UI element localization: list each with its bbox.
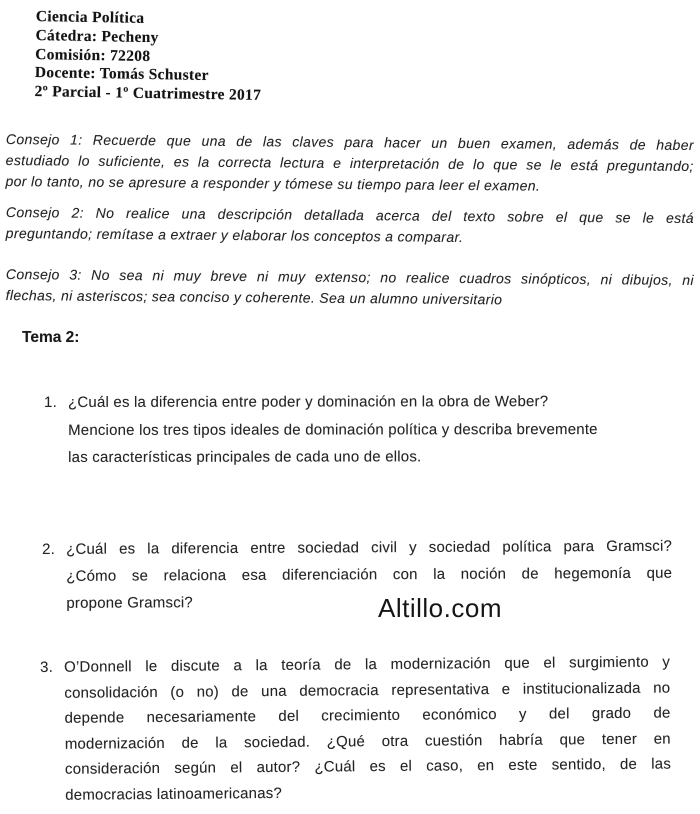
question-line: las características principales de cada uno de ellos. [68, 448, 422, 466]
question-line: democracias latinoamericanas? [65, 784, 283, 804]
question-3-number: 3. [40, 658, 54, 676]
question-line: ¿Cuál es la diferencia entre sociedad civil y sociedad política para Gramsci? [66, 537, 673, 558]
advice-consejo-2 [6, 202, 694, 250]
question-line: depende necesariamente del crecimiento económico y del grado de [64, 704, 671, 727]
header-line: Comisión: 72208 [35, 45, 151, 65]
question-line: ¿Cuál es la diferencia entre poder y dominación en la obra de Weber? [68, 393, 549, 411]
header-line: Cátedra: Pecheny [35, 26, 159, 46]
advice-line: estudiado lo suficiente, es la correcta lectura e interpretación de lo que se le está preguntando; [5, 151, 694, 174]
advice-line: flechas, ni asteriscos; sea conciso y coherente. Sea un alumno universitario [5, 286, 503, 308]
question-3 [40, 650, 671, 808]
advice-line: Consejo 1: Recuerde que una de las claves para hacer un buen examen, además de haber [5, 130, 694, 154]
altillo-watermark: Altillo.com [378, 593, 502, 623]
advice-line: preguntando; remítase a extraer y elaborar los conceptos a comparar. [5, 224, 464, 245]
question-2-text [66, 533, 672, 617]
advice-consejo-1 [5, 129, 694, 197]
question-1-text [68, 388, 674, 472]
question-line: modernización de la sociedad. ¿Qué otra cuestión habría que tener en [64, 729, 671, 753]
header-line: 2º Parcial - 1º Cuatrimestre 2017 [34, 83, 262, 105]
exam-header [34, 8, 262, 106]
question-1-number: 1. [44, 393, 57, 411]
question-2-number: 2. [42, 540, 56, 558]
question-line: consideración según el autor? ¿Cuál es el caso, en este sentido, de las [64, 755, 672, 778]
advice-consejo-3 [6, 264, 694, 312]
question-line: ¿Cómo se relaciona esa diferenciación con la noción de hegemonía que [66, 564, 673, 585]
question-2 [42, 533, 672, 617]
advice-line: Consejo 3: No sea ni muy breve ni muy extenso; no realice cuadros sinópticos, ni dibujos, ni [5, 265, 694, 289]
question-line: Mencione los tres tipos ideales de dominación política y describa brevemente [68, 420, 598, 439]
question-line: propone Gramsci? [66, 594, 193, 612]
advice-line: Consejo 2: No realice una descripción detallada acerca del texto sobre el que se le está [5, 203, 694, 227]
header-line: Ciencia Política [35, 8, 145, 27]
question-line: consolidación (o no) de una democracia representativa e institucionalizada no [64, 679, 671, 702]
header-line: Docente: Tomás Schuster [34, 64, 209, 85]
question-1 [44, 388, 674, 472]
question-3-text [64, 650, 671, 808]
section-heading: Tema 2: [22, 329, 80, 346]
question-line: O’Donnell le discute a la teoría de la modernización que el surgimiento y [64, 653, 671, 676]
advice-line: por lo tanto, no se apresure a responder y tómese su tiempo para leer el examen. [5, 172, 541, 194]
